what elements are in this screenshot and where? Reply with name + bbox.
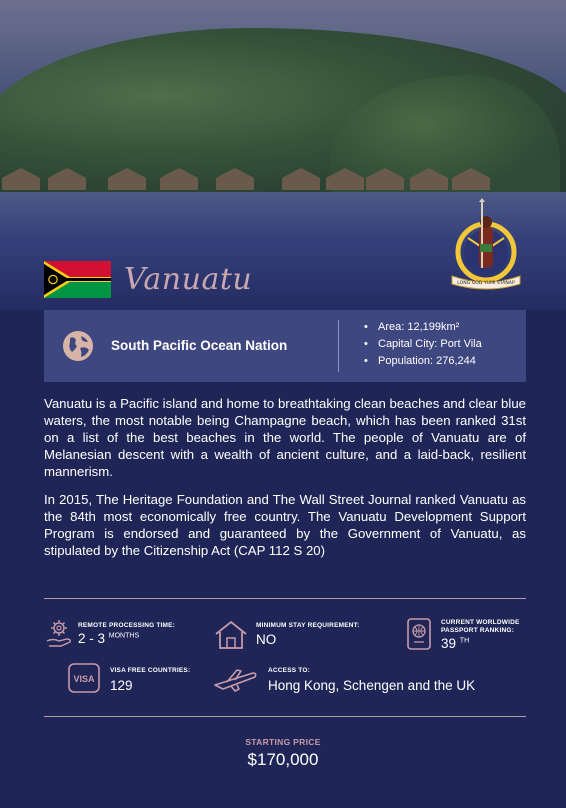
coat-of-arms-icon bbox=[446, 198, 526, 294]
economy-paragraph: In 2015, The Heritage Foundation and The Wall Street Journal ranked Vanuatu as the 84th most economically free country. The Vanuatu Development Support Program is endorsed and guaranteed by the Government of Vanuatu, as stipulated by the Citizenship Act (CAP 112 S 20) bbox=[44, 492, 526, 558]
processing-value bbox=[78, 631, 139, 646]
country-title: Vanuatu bbox=[124, 262, 253, 297]
processing-number: 2 - 3 bbox=[78, 631, 106, 646]
house-icon bbox=[213, 619, 249, 651]
passport-number: 39 bbox=[441, 636, 457, 651]
divider-top bbox=[44, 598, 526, 599]
divider-bottom bbox=[44, 716, 526, 717]
min-stay-label: MINIMUM STAY REQUIREMENT: bbox=[256, 622, 360, 629]
fact-capital: • Capital City: Port Vila bbox=[364, 336, 482, 353]
gear-hand-icon bbox=[45, 619, 73, 649]
passport-label: CURRENT WORLDWIDE PASSPORT RANKING: bbox=[441, 619, 520, 634]
access-label: ACCESS TO: bbox=[268, 667, 310, 674]
region-label: South Pacific Ocean Nation bbox=[111, 338, 288, 353]
intro-paragraph: Vanuatu is a Pacific island and home to breathtaking clean beaches and clear blue waters, the most notable being Champagne beach, which has been ranked 31st on a list of the best beaches in the world. The people of Vanuatu are of Melanesian descent with a wealth of ancient culture, and a laid-back, resilient mannerism. bbox=[44, 396, 526, 479]
visa-icon-text: VISA bbox=[73, 674, 95, 684]
passport-suffix: TH bbox=[459, 637, 470, 645]
vanuatu-flag-icon bbox=[44, 261, 111, 298]
starting-price-label: STARTING PRICE bbox=[245, 737, 321, 747]
visa-icon bbox=[67, 662, 101, 694]
info-divider bbox=[338, 320, 339, 372]
fact-area: • Area: 12,199km² bbox=[364, 319, 482, 336]
globe-icon bbox=[62, 330, 94, 362]
facts-list bbox=[364, 319, 482, 370]
coat-motto: LONG GOD YUMI STANAP bbox=[457, 281, 515, 286]
passport-value bbox=[441, 636, 469, 651]
processing-unit: MONTHS bbox=[108, 632, 140, 640]
info-bar bbox=[44, 310, 526, 382]
access-value: Hong Kong, Schengen and the UK bbox=[268, 678, 476, 693]
processing-label: REMOTE PROCESSING TIME: bbox=[78, 622, 176, 629]
fact-population: • Population: 276,244 bbox=[364, 353, 482, 370]
visa-free-value: 129 bbox=[110, 678, 133, 693]
airplane-icon bbox=[213, 667, 257, 693]
starting-price-value: $170,000 bbox=[247, 750, 319, 769]
min-stay-value: NO bbox=[256, 632, 277, 647]
visa-free-label: VISA FREE COUNTRIES: bbox=[110, 667, 191, 674]
passport-icon bbox=[405, 617, 433, 651]
